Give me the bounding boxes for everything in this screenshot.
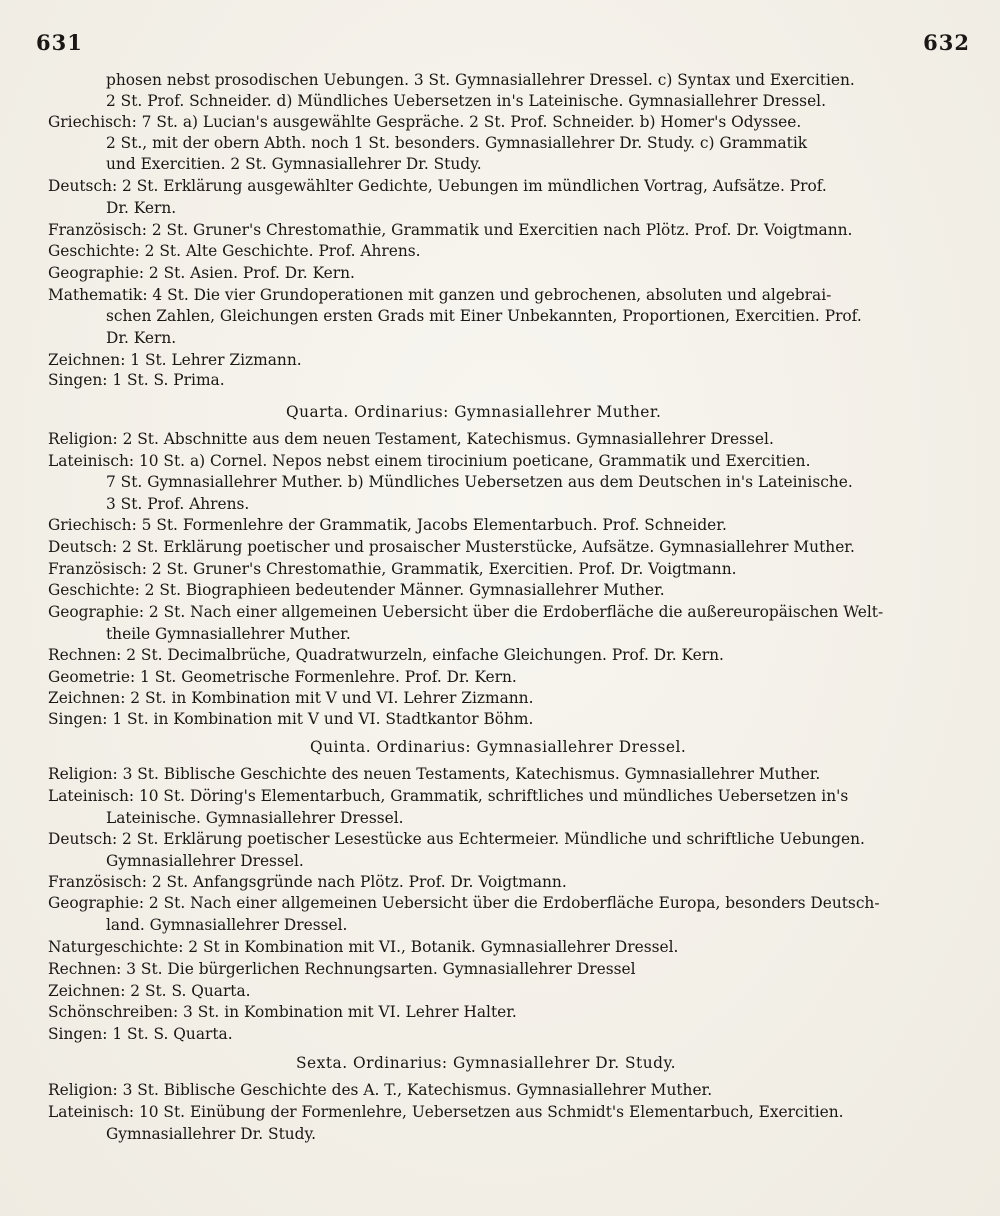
text-line: Griechisch: 5 St. Formenlehre der Grammatik, Jacobs Elementarbuch. Prof. Schneider.: [48, 516, 727, 534]
text-line: Geschichte: 2 St. Biographieen bedeutender Männer. Gymnasiallehrer Muther.: [48, 581, 665, 599]
text-line: Geschichte: 2 St. Alte Geschichte. Prof. Ahrens.: [48, 242, 421, 260]
text-line: Naturgeschichte: 2 St in Kombination mit VI., Botanik. Gymnasiallehrer Dressel.: [48, 938, 679, 956]
text-line: Französisch: 2 St. Gruner's Chrestomathie, Grammatik, Exercitien. Prof. Dr. Voigtmann.: [48, 560, 737, 578]
text-line: Zeichnen: 2 St. S. Quarta.: [48, 982, 251, 1000]
text-line: 2 St. Prof. Schneider. d) Mündliches Uebersetzen in's Lateinische. Gymnasiallehrer Dressel.: [106, 92, 826, 110]
page-number-right: 632: [923, 30, 970, 55]
section-heading: Quarta. Ordinarius: Gymnasiallehrer Muther.: [286, 403, 662, 421]
page-number-left: 631: [36, 30, 83, 55]
text-line: Zeichnen: 1 St. Lehrer Zizmann.: [48, 351, 302, 369]
text-line: 7 St. Gymnasiallehrer Muther. b) Mündliches Uebersetzen aus dem Deutschen in's Lateinische.: [106, 473, 853, 491]
text-line: Singen: 1 St. in Kombination mit V und VI. Stadtkantor Böhm.: [48, 710, 534, 728]
text-line: Religion: 3 St. Biblische Geschichte des A. T., Katechismus. Gymnasiallehrer Muther.: [48, 1081, 713, 1099]
text-line: Deutsch: 2 St. Erklärung ausgewählter Gedichte, Uebungen im mündlichen Vortrag, Aufsätze. Prof.: [48, 177, 827, 195]
text-line: Französisch: 2 St. Gruner's Chrestomathie, Grammatik und Exercitien nach Plötz. Prof. Dr. Voigtmann.: [48, 221, 853, 239]
text-line: Lateinische. Gymnasiallehrer Dressel.: [106, 809, 404, 827]
section-heading: Sexta. Ordinarius: Gymnasiallehrer Dr. Study.: [296, 1054, 677, 1072]
text-line: Singen: 1 St. S. Prima.: [48, 371, 225, 389]
text-line: und Exercitien. 2 St. Gymnasiallehrer Dr. Study.: [106, 155, 482, 173]
text-line: land. Gymnasiallehrer Dressel.: [106, 916, 348, 934]
text-line: schen Zahlen, Gleichungen ersten Grads mit Einer Unbekannten, Proportionen, Exercitien. Prof.: [106, 307, 862, 325]
text-line: Gymnasiallehrer Dr. Study.: [106, 1125, 317, 1143]
text-line: Dr. Kern.: [106, 329, 177, 347]
text-line: Religion: 2 St. Abschnitte aus dem neuen Testament, Katechismus. Gymnasiallehrer Dressel.: [48, 430, 774, 448]
text-line: Lateinisch: 10 St. a) Cornel. Nepos nebst einem tirocinium poeticane, Grammatik und Exercitien.: [48, 452, 811, 470]
text-line: Mathematik: 4 St. Die vier Grundoperationen mit ganzen und gebrochenen, absoluten und algebrai-: [48, 286, 832, 304]
text-line: Religion: 3 St. Biblische Geschichte des neuen Testaments, Katechismus. Gymnasiallehrer Muther.: [48, 765, 821, 783]
text-line: Lateinisch: 10 St. Döring's Elementarbuch, Grammatik, schriftliches und mündliches Uebersetzen in's: [48, 787, 849, 805]
text-line: Geographie: 2 St. Nach einer allgemeinen Uebersicht über die Erdoberfläche Europa, besonders Deutsch-: [48, 894, 880, 912]
text-line: 3 St. Prof. Ahrens.: [106, 495, 250, 513]
text-line: Zeichnen: 2 St. in Kombination mit V und VI. Lehrer Zizmann.: [48, 689, 534, 707]
section-heading: Quinta. Ordinarius: Gymnasiallehrer Dressel.: [310, 738, 687, 756]
text-line: Griechisch: 7 St. a) Lucian's ausgewählte Gespräche. 2 St. Prof. Schneider. b) Homer's Odyssee.: [48, 113, 802, 131]
text-line: Schönschreiben: 3 St. in Kombination mit VI. Lehrer Halter.: [48, 1003, 517, 1021]
text-line: theile Gymnasiallehrer Muther.: [106, 625, 351, 643]
text-line: Singen: 1 St. S. Quarta.: [48, 1025, 233, 1043]
text-line: Lateinisch: 10 St. Einübung der Formenlehre, Uebersetzen aus Schmidt's Elementarbuch, Exercitien.: [48, 1103, 844, 1121]
text-line: Geographie: 2 St. Nach einer allgemeinen Uebersicht über die Erdoberfläche die außereuropäischen Welt-: [48, 603, 884, 621]
text-line: Geometrie: 1 St. Geometrische Formenlehre. Prof. Dr. Kern.: [48, 668, 517, 686]
text-line: Deutsch: 2 St. Erklärung poetischer und prosaischer Musterstücke, Aufsätze. Gymnasiallehrer Muther.: [48, 538, 855, 556]
text-line: Gymnasiallehrer Dressel.: [106, 852, 304, 870]
text-line: 2 St., mit der obern Abth. noch 1 St. besonders. Gymnasiallehrer Dr. Study. c) Grammatik: [106, 134, 808, 152]
text-line: Rechnen: 2 St. Decimalbrüche, Quadratwurzeln, einfache Gleichungen. Prof. Dr. Kern.: [48, 646, 724, 664]
text-line: Deutsch: 2 St. Erklärung poetischer Lesestücke aus Echtermeier. Mündliche und schriftliche Uebungen.: [48, 830, 865, 848]
text-line: phosen nebst prosodischen Uebungen. 3 St. Gymnasiallehrer Dressel. c) Syntax und Exercitien.: [106, 71, 855, 89]
text-line: Geographie: 2 St. Asien. Prof. Dr. Kern.: [48, 264, 355, 282]
text-line: Dr. Kern.: [106, 199, 177, 217]
text-line: Französisch: 2 St. Anfangsgründe nach Plötz. Prof. Dr. Voigtmann.: [48, 873, 567, 891]
text-line: Rechnen: 3 St. Die bürgerlichen Rechnungsarten. Gymnasiallehrer Dressel: [48, 960, 636, 978]
